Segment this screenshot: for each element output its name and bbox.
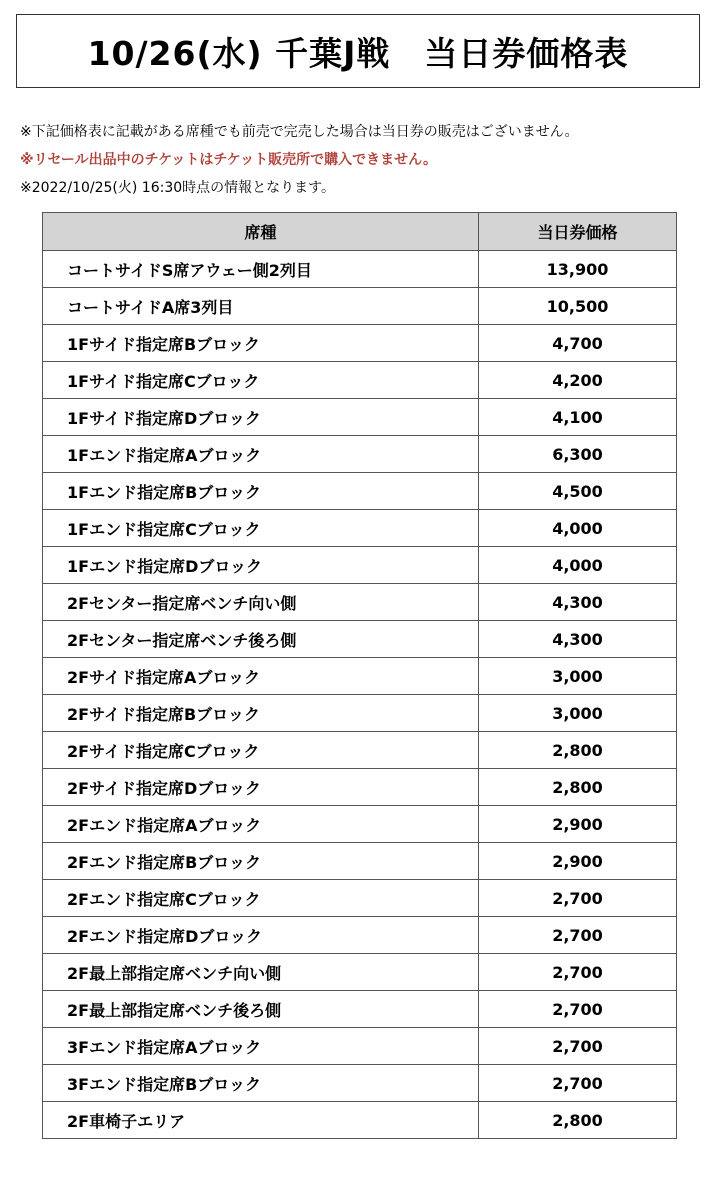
table-row — [43, 1102, 677, 1139]
price-cell: 2,900 — [479, 843, 677, 880]
table-row — [43, 1028, 677, 1065]
title-box — [16, 14, 700, 88]
price-cell: 2,800 — [479, 769, 677, 806]
table-row — [43, 288, 677, 325]
seat-type-cell: 2Fサイド指定席Dブロック — [43, 769, 479, 806]
seat-type-cell: コートサイドS席アウェー側2列目 — [43, 251, 479, 288]
table-row — [43, 658, 677, 695]
table-row — [43, 251, 677, 288]
seat-type-cell: 2Fセンター指定席ベンチ向い側 — [43, 584, 479, 621]
seat-type-cell: 2Fエンド指定席Aブロック — [43, 806, 479, 843]
table-header-row — [43, 213, 677, 251]
price-table — [42, 212, 677, 1139]
seat-type-cell: 3Fエンド指定席Aブロック — [43, 1028, 479, 1065]
price-cell: 4,000 — [479, 547, 677, 584]
notes-section — [20, 118, 710, 202]
seat-type-cell: 2Fエンド指定席Dブロック — [43, 917, 479, 954]
seat-type-cell: 2Fエンド指定席Bブロック — [43, 843, 479, 880]
seat-type-cell: 3Fエンド指定席Bブロック — [43, 1065, 479, 1102]
price-cell: 2,900 — [479, 806, 677, 843]
seat-type-cell: 1Fサイド指定席Dブロック — [43, 399, 479, 436]
price-cell: 4,000 — [479, 510, 677, 547]
note-info-timestamp: ※2022/10/25(火) 16:30時点の情報となります。 — [20, 180, 336, 196]
price-cell: 4,200 — [479, 362, 677, 399]
price-cell: 2,800 — [479, 732, 677, 769]
table-row — [43, 991, 677, 1028]
seat-type-cell: 2F車椅子エリア — [43, 1102, 479, 1139]
table-row — [43, 695, 677, 732]
table-row — [43, 917, 677, 954]
seat-type-cell: 2Fセンター指定席ベンチ後ろ側 — [43, 621, 479, 658]
price-cell: 2,700 — [479, 1028, 677, 1065]
note-sold-out: ※下記価格表に記載がある席種でも前売で完売した場合は当日券の販売はございません。 — [20, 124, 579, 140]
price-cell: 3,000 — [479, 695, 677, 732]
price-cell: 2,700 — [479, 917, 677, 954]
table-row — [43, 621, 677, 658]
seat-type-cell: 2Fサイド指定席Cブロック — [43, 732, 479, 769]
price-cell: 4,500 — [479, 473, 677, 510]
seat-type-cell: 1Fサイド指定席Cブロック — [43, 362, 479, 399]
price-cell: 4,300 — [479, 621, 677, 658]
price-cell: 4,100 — [479, 399, 677, 436]
seat-type-cell: 2F最上部指定席ベンチ向い側 — [43, 954, 479, 991]
price-cell: 3,000 — [479, 658, 677, 695]
seat-type-cell: 2F最上部指定席ベンチ後ろ側 — [43, 991, 479, 1028]
header-seat-type: 席種 — [43, 213, 479, 251]
table-row — [43, 547, 677, 584]
header-day-price: 当日券価格 — [479, 213, 677, 251]
seat-type-cell: コートサイドA席3列目 — [43, 288, 479, 325]
table-row — [43, 880, 677, 917]
seat-type-cell: 1Fサイド指定席Bブロック — [43, 325, 479, 362]
table-row — [43, 732, 677, 769]
table-row — [43, 510, 677, 547]
seat-type-cell: 2Fサイド指定席Bブロック — [43, 695, 479, 732]
table-row — [43, 399, 677, 436]
table-row — [43, 806, 677, 843]
table-row — [43, 954, 677, 991]
table-row — [43, 843, 677, 880]
seat-type-cell: 2Fエンド指定席Cブロック — [43, 880, 479, 917]
table-row — [43, 325, 677, 362]
price-cell: 4,700 — [479, 325, 677, 362]
seat-type-cell: 1Fエンド指定席Aブロック — [43, 436, 479, 473]
table-row — [43, 362, 677, 399]
price-cell: 2,700 — [479, 991, 677, 1028]
price-cell: 2,800 — [479, 1102, 677, 1139]
price-cell: 2,700 — [479, 954, 677, 991]
table-row — [43, 584, 677, 621]
note-resale-warning: ※リセール出品中のチケットはチケット販売所で購入できません。 — [20, 152, 437, 168]
price-cell: 10,500 — [479, 288, 677, 325]
price-cell: 2,700 — [479, 880, 677, 917]
seat-type-cell: 2Fサイド指定席Aブロック — [43, 658, 479, 695]
table-body — [43, 251, 677, 1139]
price-cell: 4,300 — [479, 584, 677, 621]
price-cell: 6,300 — [479, 436, 677, 473]
price-cell: 2,700 — [479, 1065, 677, 1102]
price-cell: 13,900 — [479, 251, 677, 288]
page-title: 10/26(水) 千葉J戦 当日券価格表 — [87, 33, 629, 73]
table-row — [43, 1065, 677, 1102]
seat-type-cell: 1Fエンド指定席Bブロック — [43, 473, 479, 510]
seat-type-cell: 1Fエンド指定席Cブロック — [43, 510, 479, 547]
table-row — [43, 473, 677, 510]
seat-type-cell: 1Fエンド指定席Dブロック — [43, 547, 479, 584]
table-row — [43, 436, 677, 473]
table-row — [43, 769, 677, 806]
